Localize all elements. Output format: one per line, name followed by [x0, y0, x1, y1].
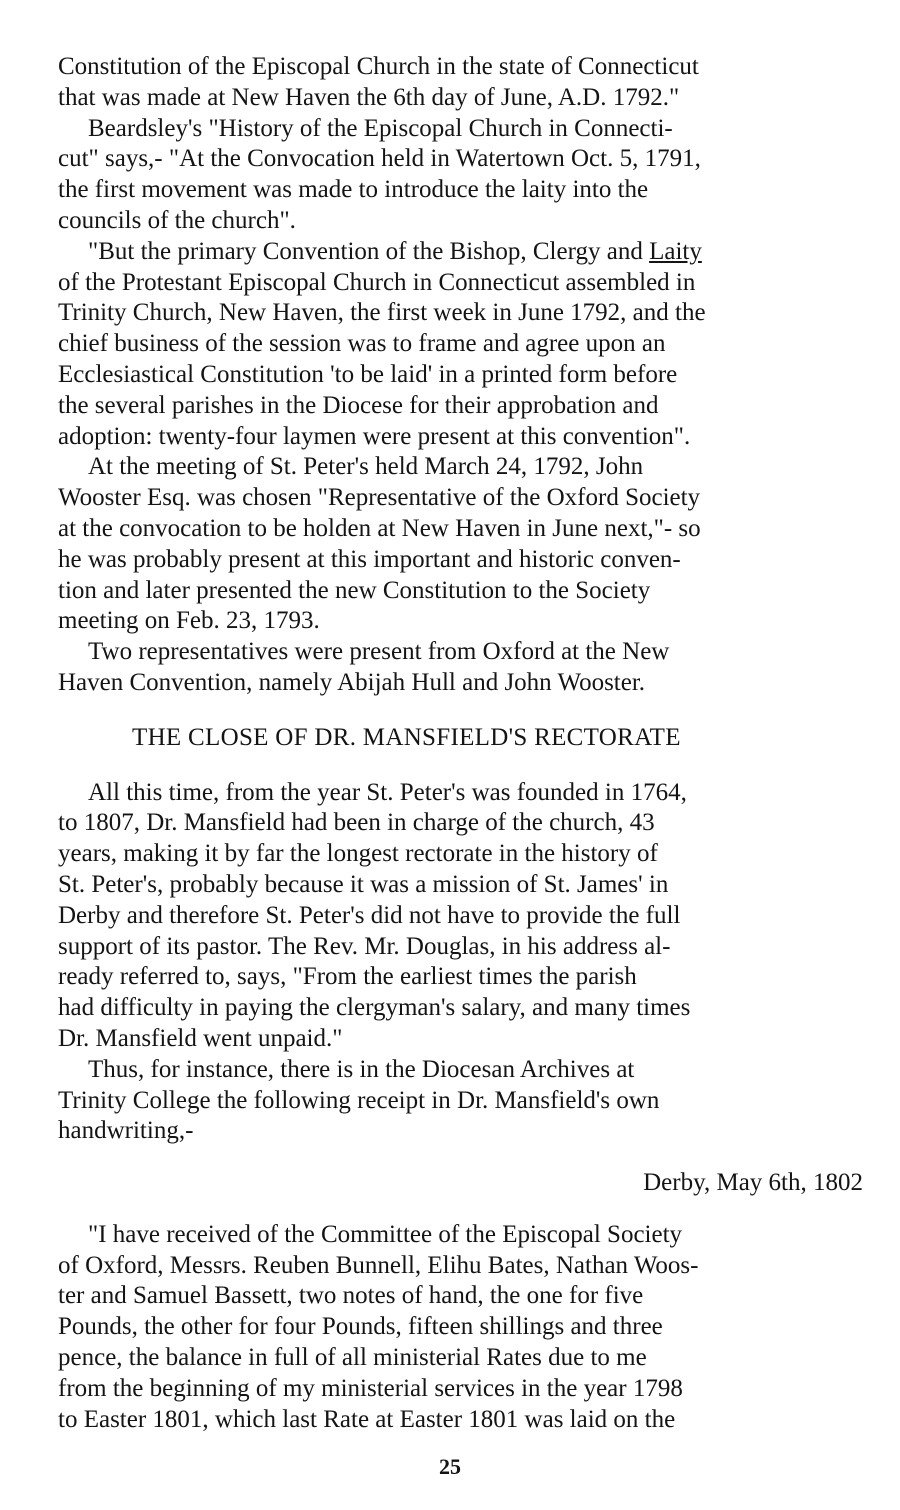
text-line: Dr. Mansfield went unpaid." [58, 1024, 343, 1052]
text-line: had difficulty in paying the clergyman's salary, and many times [58, 994, 691, 1022]
text-line: he was probably present at this important and historic conven- [58, 545, 681, 573]
text-line: years, making it by far the longest rectorate in the history of [58, 840, 658, 868]
text-line: Two representatives were present from Oxford at the New [88, 638, 670, 666]
text-line: Wooster Esq. was chosen "Representative of the Oxford Society [58, 484, 701, 512]
text-line: ter and Samuel Bassett, two notes of hand, the one for five [58, 1282, 644, 1310]
page-body [58, 52, 893, 1435]
text-line: Pounds, the other for four Pounds, fifteen shillings and three [58, 1313, 663, 1341]
underlined-word: Laity [649, 237, 702, 265]
text-line: Constitution of the Episcopal Church in the state of Connecticut [58, 53, 699, 80]
text-line: Ecclesiastical Constitution 'to be laid' in a printed form before [58, 360, 678, 388]
text-line: to Easter 1801, which last Rate at Easter 1801 was laid on the [58, 1405, 676, 1433]
page-number: 25 [439, 1454, 461, 1479]
text-line: adoption: twenty-four laymen were present at this convention". [58, 422, 691, 450]
text-line: the several parishes in the Diocese for their approbation and [58, 391, 659, 419]
text-line: that was made at New Haven the 6th day of June, A.D. 1792." [58, 83, 680, 111]
text-line: All this time, from the year St. Peter's was founded in 1764, [88, 778, 687, 806]
text-line [58, 237, 893, 268]
text-line: Thus, for instance, there is in the Diocesan Archives at [88, 1055, 635, 1083]
spacer [58, 1147, 893, 1168]
receipt-dateline: Derby, May 6th, 1802 [643, 1169, 863, 1197]
paragraph-beardsley [58, 114, 893, 237]
text-line: at the convocation to be holden at New Haven in June next,"- so [58, 514, 701, 542]
text-line: of the Protestant Episcopal Church in Connecticut assembled in [58, 268, 696, 296]
paragraph-st-peters-meeting [58, 452, 893, 637]
paragraph-receipt-intro [58, 1055, 893, 1147]
text-line: councils of the church". [58, 206, 296, 234]
text-line: from the beginning of my ministerial services in the year 1798 [58, 1374, 683, 1402]
text-line: to 1807, Dr. Mansfield had been in charge of the church, 43 [58, 809, 655, 837]
paragraph-representatives [58, 637, 893, 699]
paragraph-receipt-text [58, 1220, 893, 1436]
spacer [58, 1199, 893, 1220]
text-line: Trinity College the following receipt in Dr. Mansfield's own [58, 1086, 660, 1114]
section-heading: THE CLOSE OF DR. MANSFIELD'S RECTORATE [132, 723, 681, 751]
text-line: "I have received of the Committee of the Episcopal Society [88, 1220, 683, 1248]
text-line: chief business of the session was to frame and agree upon an [58, 330, 666, 358]
text-line: the first movement was made to introduce the laity into the [58, 176, 649, 204]
paragraph-constitution [58, 52, 893, 114]
text-line: tion and later presented the new Constitution to the Society [58, 576, 651, 604]
text-line: Trinity Church, New Haven, the first week in June 1792, and the [58, 299, 706, 327]
text-line: meeting on Feb. 23, 1793. [58, 607, 320, 635]
text-line: Derby and therefore St. Peter's did not have to provide the full [58, 901, 681, 929]
text-line: Beardsley's "History of the Episcopal Church in Connecti- [88, 114, 673, 142]
text-line: cut" says,- "At the Convocation held in Watertown Oct. 5, 1791, [58, 145, 701, 173]
text-line: of Oxford, Messrs. Reuben Bunnell, Elihu Bates, Nathan Woos- [58, 1251, 699, 1279]
paragraph-rectorate [58, 778, 893, 1055]
text-line: At the meeting of St. Peter's held March 24, 1792, John [88, 453, 644, 481]
paragraph-primary-convention [58, 237, 893, 453]
text-line: support of its pastor. The Rev. Mr. Douglas, in his address al- [58, 932, 671, 960]
text-line: ready referred to, says, "From the earliest times the parish [58, 963, 637, 991]
text-line: St. Peter's, probably because it was a mission of St. James' in [58, 870, 669, 898]
text-segment: "But the primary Convention of the Bishop, Clergy and [88, 237, 650, 265]
text-line: Haven Convention, namely Abijah Hull and John Wooster. [58, 668, 646, 696]
text-line: handwriting,- [58, 1117, 194, 1145]
text-line: pence, the balance in full of all ministerial Rates due to me [58, 1344, 647, 1372]
